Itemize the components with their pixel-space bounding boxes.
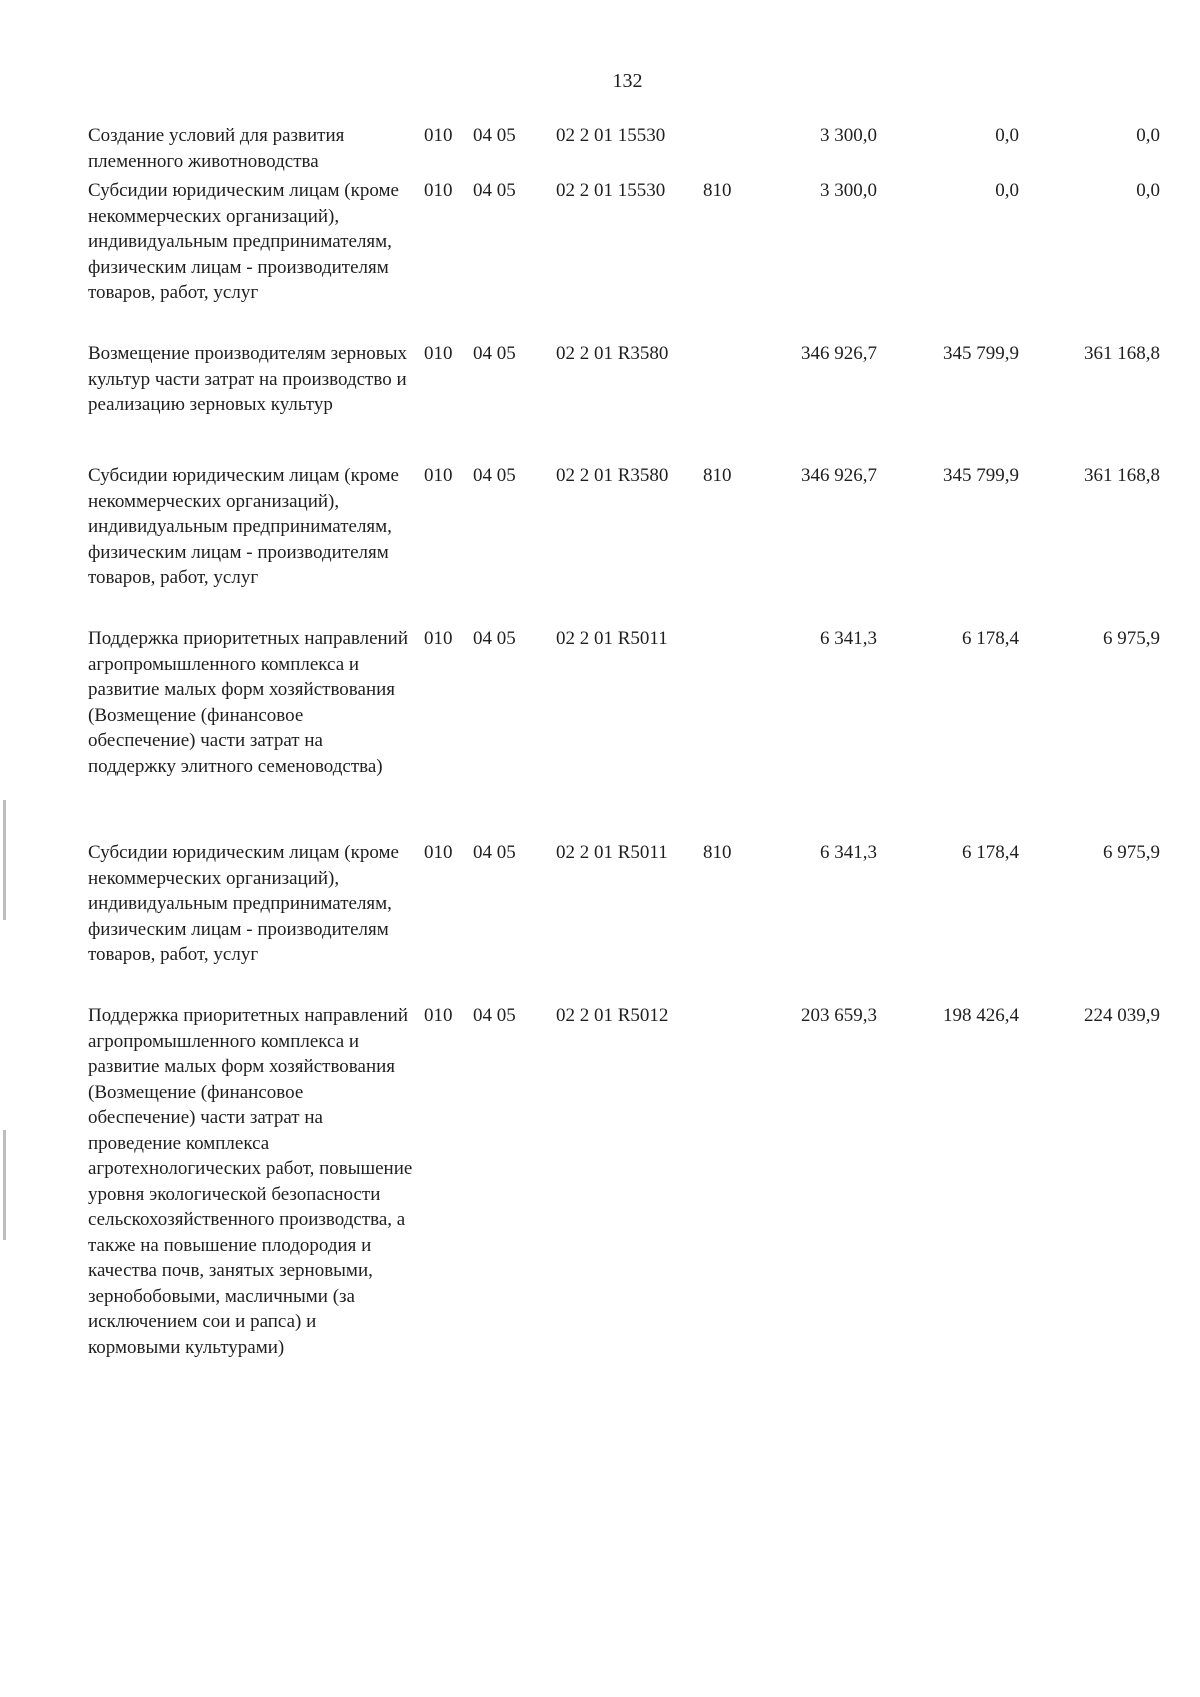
amount-year-3: 6 975,9 bbox=[1103, 842, 1160, 863]
row-description: Поддержка приоритетных направлений агропромышленного комплекса и развитие малых форм хозяйствования (Возмещение (финансовое обеспечение) части затрат на проведение комплекса агротехнологических работ, повышение уровня экологической безопасности сельскохозяйственного производства, а также на повышение плодородия и качества почв, занятых зерновыми, зернобобовыми, масличными (за исключением сои и рапса) и кормовыми культурами) bbox=[88, 1005, 413, 1358]
target-article-code: 02 2 01 R5011 bbox=[556, 842, 668, 863]
ministry-code: 010 bbox=[424, 1005, 453, 1026]
scan-artifact bbox=[3, 800, 6, 920]
page-number: 132 bbox=[612, 70, 643, 92]
target-article-code: 02 2 01 R3580 bbox=[556, 465, 669, 486]
amount-year-2: 6 178,4 bbox=[962, 628, 1019, 649]
section-code: 04 05 bbox=[473, 125, 516, 146]
row-description: Поддержка приоритетных направлений агропромышленного комплекса и развитие малых форм хозяйствования (Возмещение (финансовое обеспечение) части затрат на поддержку элитного семеноводства) bbox=[88, 628, 409, 777]
amount-year-3: 0,0 bbox=[1136, 125, 1160, 146]
amount-year-1: 3 300,0 bbox=[820, 180, 877, 201]
amount-year-2: 0,0 bbox=[995, 180, 1019, 201]
ministry-code: 010 bbox=[424, 125, 453, 146]
target-article-code: 02 2 01 15530 bbox=[556, 125, 666, 146]
row-description: Субсидии юридическим лицам (кроме некоммерческих организаций), индивидуальным предпринимателям, физическим лицам - производителям товаров, работ, услуг bbox=[88, 180, 399, 303]
amount-year-3: 361 168,8 bbox=[1084, 465, 1160, 486]
ministry-code: 010 bbox=[424, 465, 453, 486]
section-code: 04 05 bbox=[473, 343, 516, 364]
section-code: 04 05 bbox=[473, 180, 516, 201]
amount-year-1: 346 926,7 bbox=[801, 343, 877, 364]
ministry-code: 010 bbox=[424, 343, 453, 364]
amount-year-3: 6 975,9 bbox=[1103, 628, 1160, 649]
target-article-code: 02 2 01 R5011 bbox=[556, 628, 668, 649]
amount-year-3: 361 168,8 bbox=[1084, 343, 1160, 364]
amount-year-2: 345 799,9 bbox=[943, 465, 1019, 486]
section-code: 04 05 bbox=[473, 628, 516, 649]
amount-year-1: 203 659,3 bbox=[801, 1005, 877, 1026]
target-article-code: 02 2 01 15530 bbox=[556, 180, 666, 201]
amount-year-2: 6 178,4 bbox=[962, 842, 1019, 863]
amount-year-1: 3 300,0 bbox=[820, 125, 877, 146]
ministry-code: 010 bbox=[424, 842, 453, 863]
section-code: 04 05 bbox=[473, 465, 516, 486]
row-description: Субсидии юридическим лицам (кроме некоммерческих организаций), индивидуальным предпринимателям, физическим лицам - производителям товаров, работ, услуг bbox=[88, 842, 399, 965]
row-description: Возмещение производителям зерновых культур части затрат на производство и реализацию зерновых культур bbox=[88, 343, 407, 415]
row-description: Субсидии юридическим лицам (кроме некоммерческих организаций), индивидуальным предпринимателям, физическим лицам - производителям товаров, работ, услуг bbox=[88, 465, 399, 588]
row-description: Создание условий для развития племенного животноводства bbox=[88, 125, 345, 172]
section-code: 04 05 bbox=[473, 1005, 516, 1026]
expense-type-code: 810 bbox=[703, 842, 732, 863]
target-article-code: 02 2 01 R3580 bbox=[556, 343, 669, 364]
amount-year-1: 6 341,3 bbox=[820, 628, 877, 649]
ministry-code: 010 bbox=[424, 180, 453, 201]
amount-year-3: 0,0 bbox=[1136, 180, 1160, 201]
amount-year-2: 198 426,4 bbox=[943, 1005, 1019, 1026]
amount-year-1: 6 341,3 bbox=[820, 842, 877, 863]
amount-year-2: 345 799,9 bbox=[943, 343, 1019, 364]
amount-year-2: 0,0 bbox=[995, 125, 1019, 146]
section-code: 04 05 bbox=[473, 842, 516, 863]
target-article-code: 02 2 01 R5012 bbox=[556, 1005, 669, 1026]
ministry-code: 010 bbox=[424, 628, 453, 649]
scan-artifact bbox=[3, 1130, 6, 1240]
amount-year-3: 224 039,9 bbox=[1084, 1005, 1160, 1026]
amount-year-1: 346 926,7 bbox=[801, 465, 877, 486]
expense-type-code: 810 bbox=[703, 465, 732, 486]
expense-type-code: 810 bbox=[703, 180, 732, 201]
